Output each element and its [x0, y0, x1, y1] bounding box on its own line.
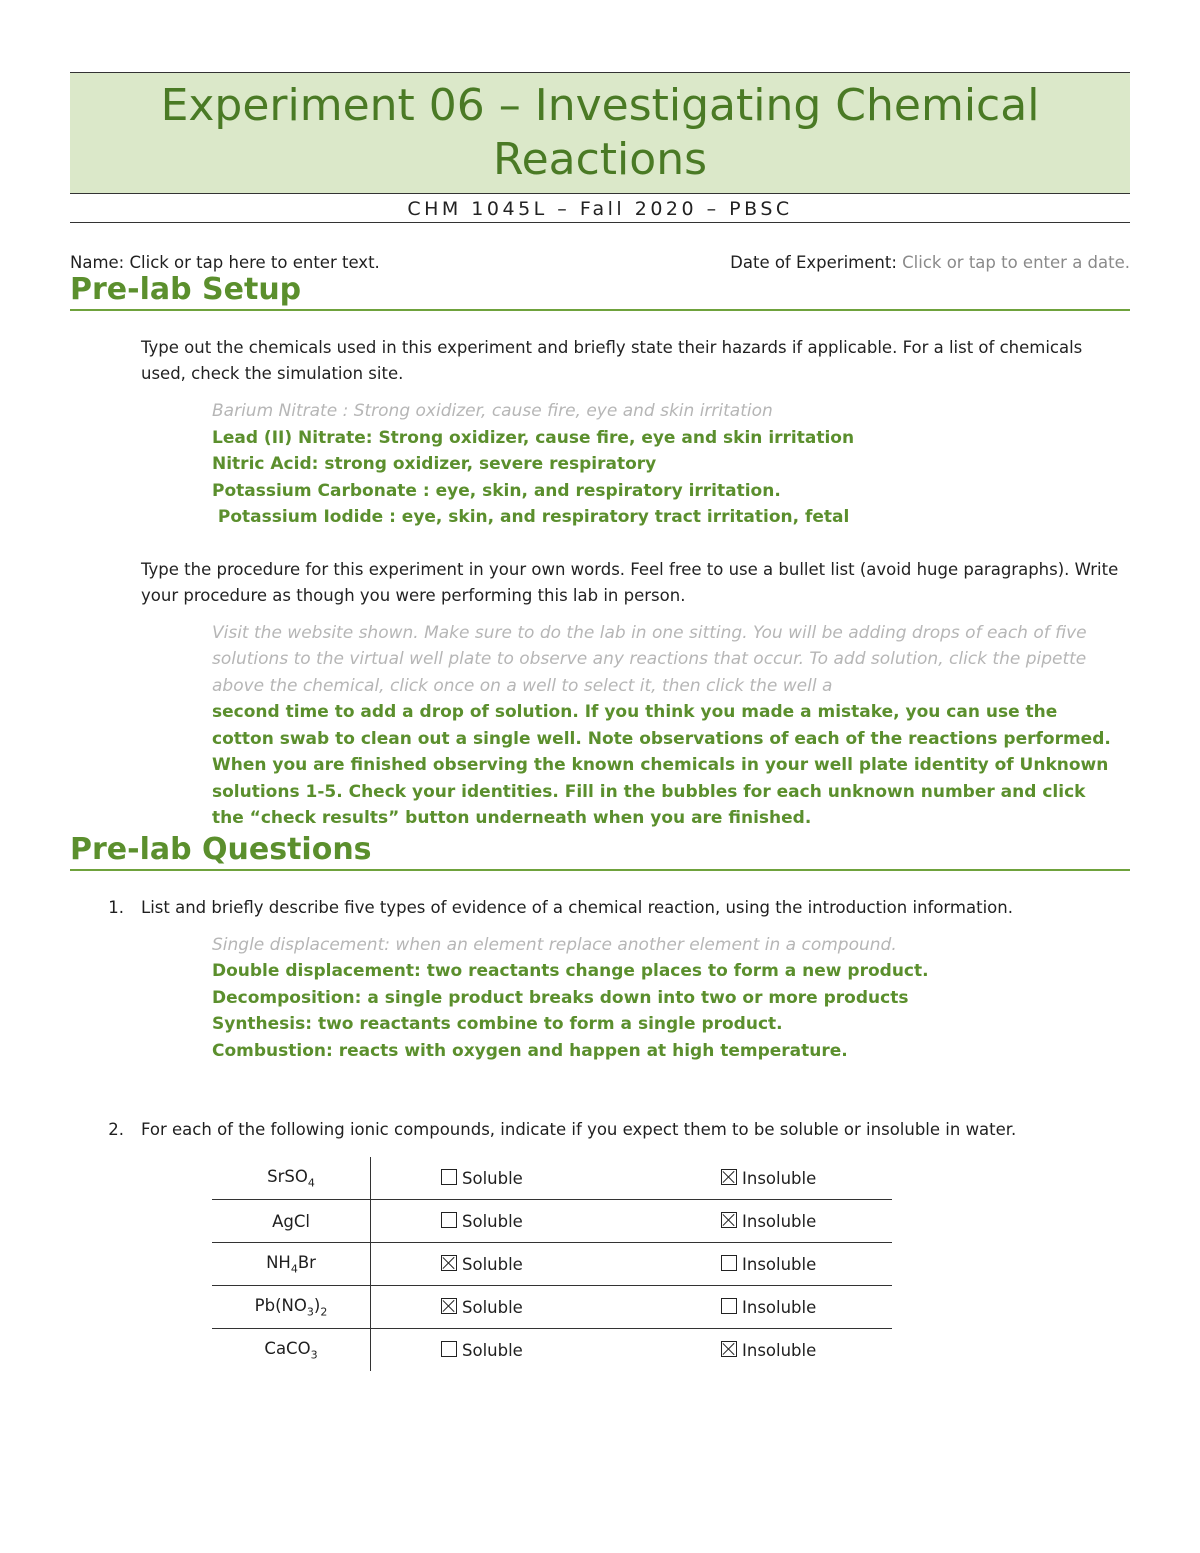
document-page — [70, 72, 1130, 1371]
insoluble-checkbox[interactable] — [651, 1329, 892, 1372]
chemical-answer: Potassium Iodide : eye, skin, and respiratory tract irritation, fetal — [212, 507, 850, 527]
name-date-row — [70, 253, 1130, 272]
title-line-1: Experiment 06 – Investigating Chemical — [160, 80, 1040, 131]
solubility-row — [212, 1157, 892, 1200]
question-1-response[interactable] — [212, 932, 1130, 1065]
q1-answer: Decomposition: a single product breaks down into two or more products — [212, 987, 909, 1008]
checkbox-label: Insoluble — [742, 1254, 817, 1274]
soluble-checkbox[interactable] — [371, 1329, 652, 1372]
question-number: 1. — [108, 897, 124, 917]
checked-checkbox-icon[interactable] — [721, 1341, 737, 1357]
question-text: For each of the following ionic compounds, indicate if you expect them to be soluble or insoluble in water. — [141, 1120, 1017, 1139]
soluble-checkbox[interactable] — [371, 1286, 652, 1329]
compound-formula: AgCl — [212, 1200, 371, 1243]
checkbox-label: Soluble — [462, 1340, 523, 1360]
checkbox-label: Soluble — [462, 1168, 523, 1188]
procedure-answer: second time to add a drop of solution. If you think you made a mistake, you can use the cotton swab to clean out a single well. Note observations of each of the reactions performed. When you are finished observing the known chemicals in your well plate identity of Unknown solutions 1-5. Check your identities. Fill in the bubbles for each unknown number and click the “check results” button underneath when you are finished. — [212, 702, 1111, 828]
chemicals-response[interactable] — [212, 398, 1130, 531]
checkbox-label: Insoluble — [742, 1340, 817, 1360]
date-placeholder[interactable]: Click or tap to enter a date. — [902, 253, 1130, 272]
compound-formula: $Pb(NO_3)_2$ — [212, 1286, 371, 1329]
checked-checkbox-icon[interactable] — [721, 1169, 737, 1185]
chemical-answer: Potassium Carbonate : eye, skin, and respiratory irritation. — [212, 480, 781, 501]
chemicals-instruction: Type out the chemicals used in this experiment and briefly state their hazards if applicable. For a list of chemicals used, check the simulation site. — [141, 338, 1083, 383]
checkbox-icon[interactable] — [441, 1169, 457, 1185]
checkbox-label: Soluble — [462, 1211, 523, 1231]
question-1 — [70, 895, 1130, 921]
insoluble-checkbox[interactable] — [651, 1200, 892, 1243]
name-field[interactable] — [70, 253, 380, 272]
chemical-answer: Lead (II) Nitrate: Strong oxidizer, cause fire, eye and skin irritation — [212, 427, 855, 448]
procedure-instruction: Type the procedure for this experiment in your own words. Feel free to use a bullet list (avoid huge paragraphs). Write your procedure as though you were performing this lab in person. — [141, 559, 1119, 605]
title-block — [70, 72, 1130, 194]
compound-formula: CaCO$_3$ — [212, 1329, 371, 1372]
q1-placeholder: Single displacement: when an element replace another element in a compound. — [212, 934, 897, 955]
question-2 — [70, 1117, 1130, 1143]
checkbox-label: Soluble — [462, 1254, 523, 1274]
insoluble-checkbox[interactable] — [651, 1286, 892, 1329]
insoluble-checkbox[interactable] — [651, 1243, 892, 1286]
checkbox-label: Insoluble — [742, 1297, 817, 1317]
checkbox-icon[interactable] — [721, 1298, 737, 1314]
soluble-checkbox[interactable] — [371, 1200, 652, 1243]
date-field[interactable] — [730, 253, 1130, 272]
checked-checkbox-icon[interactable] — [441, 1298, 457, 1314]
document-title — [70, 79, 1130, 187]
name-value[interactable]: Click or tap here to enter text. — [129, 253, 380, 272]
procedure-response[interactable] — [212, 620, 1117, 832]
title-line-2: Reactions — [492, 134, 708, 185]
solubility-table — [212, 1157, 892, 1371]
compound-formula: $NH_4Br$ — [212, 1243, 371, 1286]
procedure-placeholder: Visit the website shown. Make sure to do the lab in one sitting. You will be adding drops of each of five solutions to the virtual well plate to observe any reactions that occur. To add solution, click the pipette above the chemical, click once on a well to select it, then click the well a — [212, 622, 1087, 696]
solubility-row — [212, 1243, 892, 1286]
question-text: List and briefly describe five types of evidence of a chemical reaction, using the introduction information. — [141, 897, 1013, 917]
name-label: Name: — [70, 253, 125, 272]
chemical-answer: Nitric Acid: strong oxidizer, severe respiratory — [212, 454, 657, 474]
chemicals-placeholder: Barium Nitrate : Strong oxidizer, cause fire, eye and skin irritation — [212, 401, 773, 421]
checkbox-label: Insoluble — [742, 1168, 817, 1188]
q1-answer: Double displacement: two reactants change places to form a new product. — [212, 961, 929, 981]
prelab-setup-heading: Pre-lab Setup — [70, 272, 1130, 311]
solubility-row — [212, 1286, 892, 1329]
checkbox-label: Soluble — [462, 1297, 523, 1317]
q1-answer: Combustion: reacts with oxygen and happen at high temperature. — [212, 1040, 848, 1061]
checkbox-icon[interactable] — [441, 1212, 457, 1228]
date-label: Date of Experiment: — [730, 253, 897, 272]
checkbox-icon[interactable] — [721, 1255, 737, 1271]
q1-answer: Synthesis: two reactants combine to form a single product. — [212, 1014, 783, 1034]
question-number: 2. — [108, 1120, 124, 1139]
checkbox-icon[interactable] — [441, 1341, 457, 1357]
solubility-row — [212, 1200, 892, 1243]
soluble-checkbox[interactable] — [371, 1243, 652, 1286]
checked-checkbox-icon[interactable] — [441, 1255, 457, 1271]
checked-checkbox-icon[interactable] — [721, 1212, 737, 1228]
compound-formula: SrSO$_4$ — [212, 1157, 371, 1200]
prelab-questions-heading: Pre-lab Questions — [70, 832, 1130, 871]
solubility-row — [212, 1329, 892, 1372]
course-subtitle: CHM 1045L – Fall 2020 – PBSC — [70, 194, 1130, 223]
soluble-checkbox[interactable] — [371, 1157, 652, 1200]
insoluble-checkbox[interactable] — [651, 1157, 892, 1200]
checkbox-label: Insoluble — [742, 1211, 817, 1231]
